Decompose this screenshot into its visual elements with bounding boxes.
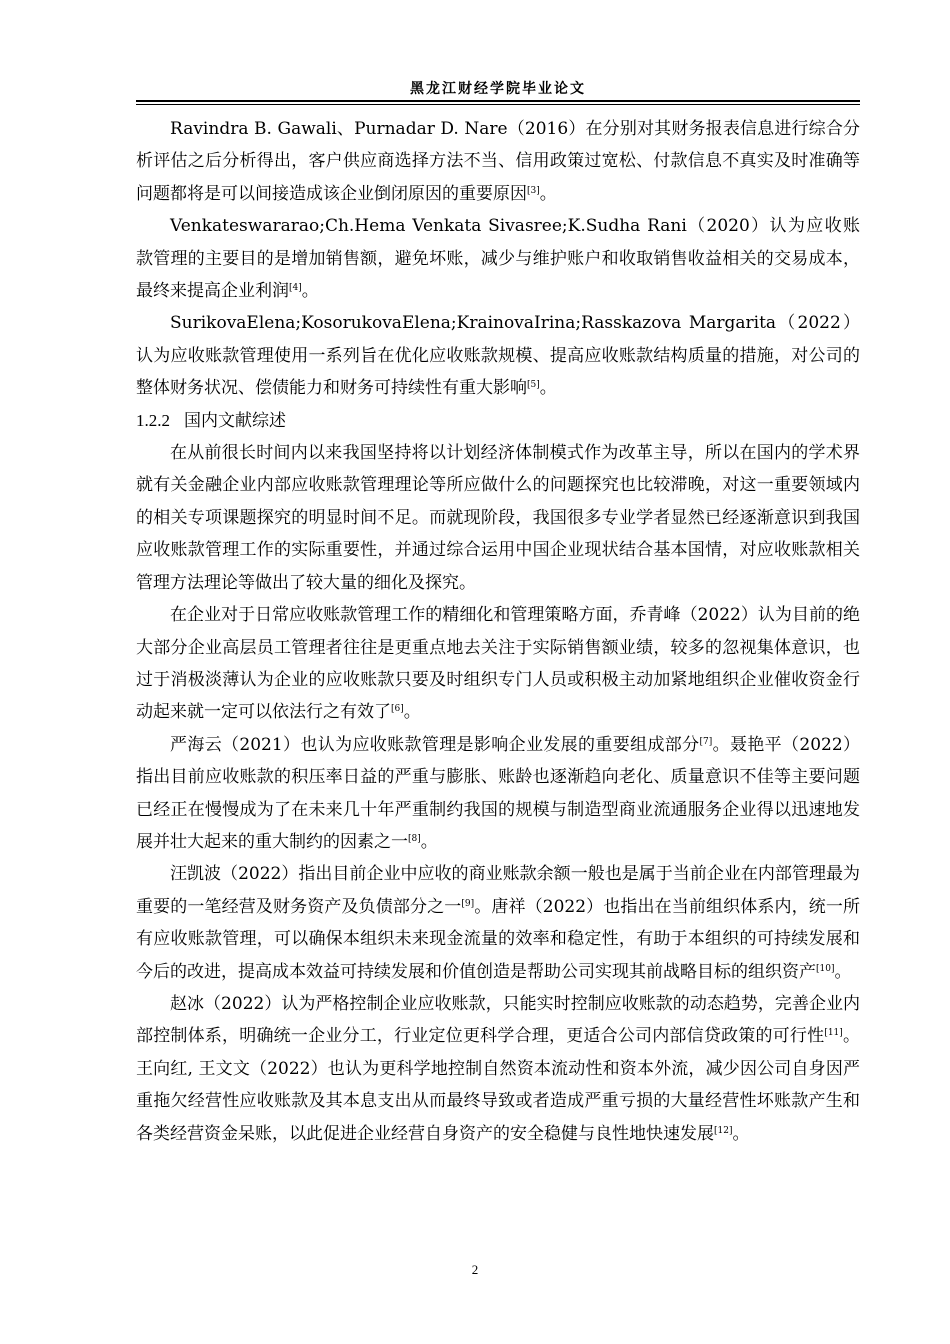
body-text (136, 113, 860, 1150)
citation[interactable]: [5] (527, 380, 540, 391)
header-rule-thick (136, 100, 860, 102)
citation[interactable]: [8] (408, 833, 421, 844)
paragraph: 汪凯波（2022）指出目前企业中应收的商业账款余额一般也是属于当前企业在内部管理最为重要的一笔经营及财务资产及负债部分之一[9]。唐祥（2022）也指出在当前组织体系内，统一所有应收账款管理，可以确保本组织未来现金流量的效率和稳定性，有助于本组织的可持续发展和今后的改进，提高成本效益可持续发展和价值创造是帮助公司实现其前战略目标的组织资产[10]。 (136, 864, 861, 982)
citation[interactable]: [4] (289, 283, 302, 294)
citation[interactable]: [6] (391, 704, 404, 715)
section-title: 国内文献综述 (184, 410, 286, 431)
citation[interactable]: [7] (699, 736, 713, 747)
paragraph: Ravindra B. Gawali、Purnadar D. Nare（2016）在分别对其财务报表信息进行综合分析评估之后分析得出，客户供应商选择方法不当、信用政策过宽松、付款信息不真实及时准确等问题都将是可以间接造成该企业倒闭原因的重要原因[3]。 (136, 119, 860, 204)
header-rule-thin (136, 104, 860, 105)
paragraph: 严海云（2021）也认为应收账款管理是影响企业发展的重要组成部分[7]。聂艳平（2022）指出目前应收账款的积压率日益的严重与膨胀、账龄也逐渐趋向老化、质量意识不佳等主要问题已经正在慢慢成为了在未来几十年严重制约我国的规模与制造型商业流通服务企业得以迅速地发展并壮大起来的重大制约的因素之一[8]。 (136, 734, 861, 852)
page-number: 2 (471, 1262, 479, 1277)
citation[interactable]: [12] (714, 1125, 733, 1136)
paragraph: 在企业对于日常应收账款管理工作的精细化和管理策略方面，乔青峰（2022）认为目前的绝大部分企业高层员工管理者往往是更重点地去关注于实际销售额业绩，较多的忽视集体意识，也过于消极淡薄认为企业的应收账款只要及时组织专门人员或积极主动加紧地组织企业催收资金行动起来就一定可以依法行之有效了[6]。 (136, 605, 860, 723)
citation[interactable]: [9] (461, 898, 475, 909)
paragraph: 在从前很长时间内以来我国坚持将以计划经济体制模式作为改革主导，所以在国内的学术界就有关金融企业内部应收账款管理理论等所应做什么的问题探究也比较滞晚，对这一重要领域内的相关专项课题探究的明显时间不足。而就现阶段，我国很多专业学者显然已经逐渐意识到我国应收账款管理工作的实际重要性，并通过综合运用中国企业现状结合基本国情，对应收账款相关管理方法理论等做出了较大量的细化及探究。 (136, 443, 860, 593)
paragraph: 赵冰（2022）认为严格控制企业应收账款，只能实时控制应收账款的动态趋势，完善企业内部控制体系，明确统一企业分工，行业定位更科学合理，更适合公司内部信贷政策的可行性[11]。王向红, 王文文（2022）也认为更科学地控制自然资本流动性和资本外流，减少因公司自身因严重拖欠经营性应收账款及其本息支出从而最终导致或者造成严重亏损的大量经营性坏账款产生和各类经营资金呆账，以此促进企业经营自身资产的安全稳健与良性地快速发展[12]。 (136, 993, 861, 1144)
citation[interactable]: [3] (527, 185, 540, 196)
citation[interactable]: [10] (816, 963, 835, 974)
paragraph: Venkateswararao;Ch.Hema Venkata Sivasree;K.Sudha Rani（2020）认为应收账款管理的主要目的是增加销售额，避免坏账，减少与维护账户和收取销售收益相关的交易成本，最终来提高企业利润[4]。 (136, 216, 860, 302)
section-number: 1.2.2 (136, 410, 170, 430)
running-header: 黑龙江财经学院毕业论文 (410, 81, 586, 97)
citation[interactable]: [11] (824, 1028, 843, 1039)
section-heading (136, 405, 860, 437)
paragraph: SurikovaElena;KosorukovaElena;KrainovaIrina;Rasskazova Margarita（2022）认为应收账款管理使用一系列旨在优化应收账款规模、提高应收账款结构质量的措施，对公司的整体财务状况、偿债能力和财务可持续性有重大影响[5]。 (136, 313, 860, 399)
